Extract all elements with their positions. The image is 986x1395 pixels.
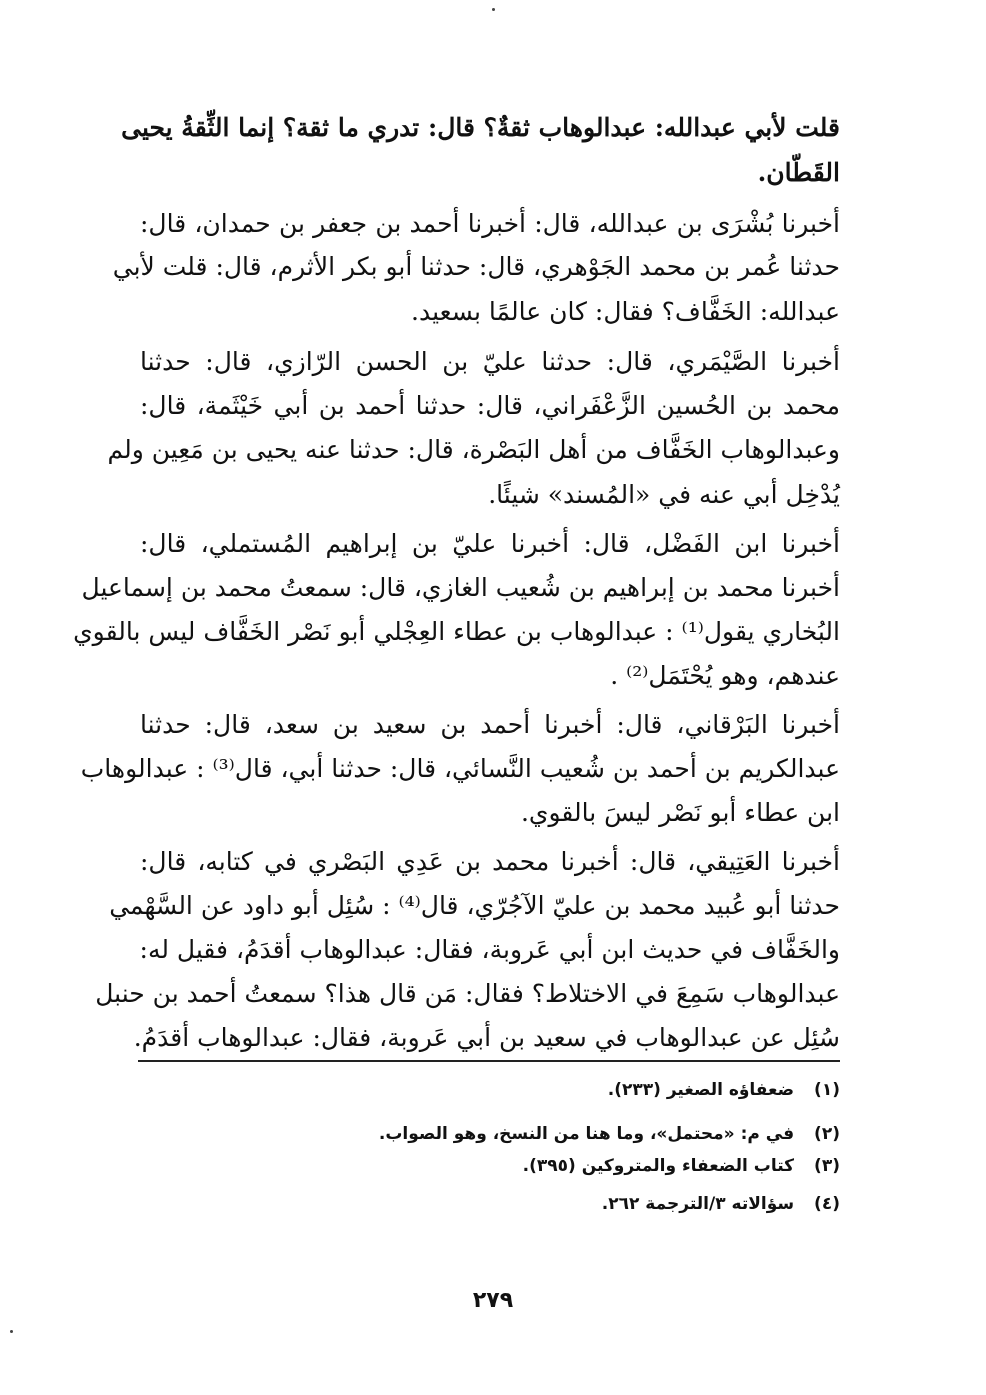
paragraph-line: والخَفَّاف في حديث ابن أبي عَروبة، فقال: عبدالوهاب أقدَمُ، فقيل له:: [139, 935, 840, 964]
paragraph-line: حدثنا أبو عُبيد محمد بن عليّ الآجُرّي، قال⁽⁴⁾ : سُئِل أبو داود عن السَّهْمي: [109, 891, 840, 920]
footnote: [140, 1153, 840, 1179]
footnote-text: ضعفاؤه الصغير (٢٣٣).: [607, 1080, 795, 1100]
paragraph-line: ابن عطاء أبو نَصْر ليسَ بالقوي.: [520, 798, 840, 827]
paragraph-line: قلت لأبي عبدالله: عبدالوهاب ثقةٌ؟ قال: تدري ما ثقة؟ إنما الثِّقةُ يحيى: [121, 113, 840, 142]
footnote-text: كتاب الضعفاء والمتروكين (٣٩٥).: [522, 1156, 795, 1176]
paragraph-line: أخبرنا ابن الفَضْل، قال: أخبرنا عليّ بن إبراهيم المُستملي، قال:: [140, 529, 840, 558]
paragraph-line: القَطّان.: [757, 158, 840, 187]
footnote-text: سؤالاته ٣/الترجمة ٢٦٢.: [601, 1194, 795, 1214]
page-number: ٢٧٩: [472, 1288, 514, 1313]
paragraph-line: أخبرنا الصَّيْمَري، قال: حدثنا عليّ بن الحسن الرّازي، قال: حدثنا: [140, 347, 840, 376]
paragraph-line: البُخاري يقول⁽¹⁾ : عبدالوهاب بن عطاء العِجْلي أبو نَصْر الخَفَّاف ليس بالقوي: [73, 617, 840, 646]
footnote-separator: [138, 1060, 840, 1062]
paragraph-line: عندهم، وهو يُحْتَمَل⁽²⁾ .: [610, 661, 840, 690]
footnote-number: (٣): [814, 1156, 840, 1176]
paragraph-line: أخبرنا البَرْقاني، قال: أخبرنا أحمد بن سعيد بن سعد، قال: حدثنا: [140, 710, 840, 739]
paragraph-line: أخبرنا بُشْرَى بن عبدالله، قال: أخبرنا أحمد بن جعفر بن حمدان، قال:: [140, 209, 840, 238]
scan-mark: [10, 1330, 13, 1333]
paragraph-line: وعبدالوهاب الخَفَّاف من أهل البَصْرة، قال: حدثنا عنه يحيى بن مَعِين ولم: [107, 435, 840, 464]
footnote-text: في م: «محتمل»، وما هنا من النسخ، وهو الصواب.: [378, 1124, 795, 1144]
footnote-number: (١): [814, 1080, 840, 1100]
footnote: [140, 1191, 840, 1217]
footnote: [140, 1121, 840, 1147]
paragraph-line: محمد بن الحُسين الزَّعْفَراني، قال: حدثنا أحمد بن أبي خَيْثَمة، قال:: [140, 391, 840, 420]
paragraph-line: سُئِل عن عبدالوهاب في سعيد بن أبي عَروبة، فقال: عبدالوهاب أقدَمُ.: [133, 1023, 840, 1052]
paragraph-line: عبدالوهاب سَمِعَ في الاختلاط؟ فقال: مَن قال هذا؟ سمعتُ أحمد بن حنبل: [95, 979, 840, 1008]
paragraph-line: يُدْخِل أبي عنه في «المُسند» شيئًا.: [488, 480, 840, 509]
paragraph-line: عبدالله: الخَفَّاف؟ فقال: كان عالمًا بسعيد.: [411, 297, 840, 326]
footnote-number: (٢): [814, 1124, 840, 1144]
paragraph-line: عبدالكريم بن أحمد بن شُعيب النَّسائي، قال: حدثنا أبي، قال⁽³⁾ : عبدالوهاب: [80, 754, 840, 783]
footnote: [140, 1077, 840, 1103]
paragraph-line: أخبرنا محمد بن إبراهيم بن شُعيب الغازي، قال: سمعتُ محمد بن إسماعيل: [81, 573, 840, 602]
paragraph-line: أخبرنا العَتِيقي، قال: أخبرنا محمد بن عَدِي البَصْري في كتابه، قال:: [140, 847, 840, 876]
paragraph-line: حدثنا عُمر بن محمد الجَوْهري، قال: حدثنا أبو بكر الأثرم، قال: قلت لأبي: [112, 252, 840, 281]
scan-mark: [492, 8, 495, 11]
footnote-number: (٤): [814, 1194, 840, 1214]
